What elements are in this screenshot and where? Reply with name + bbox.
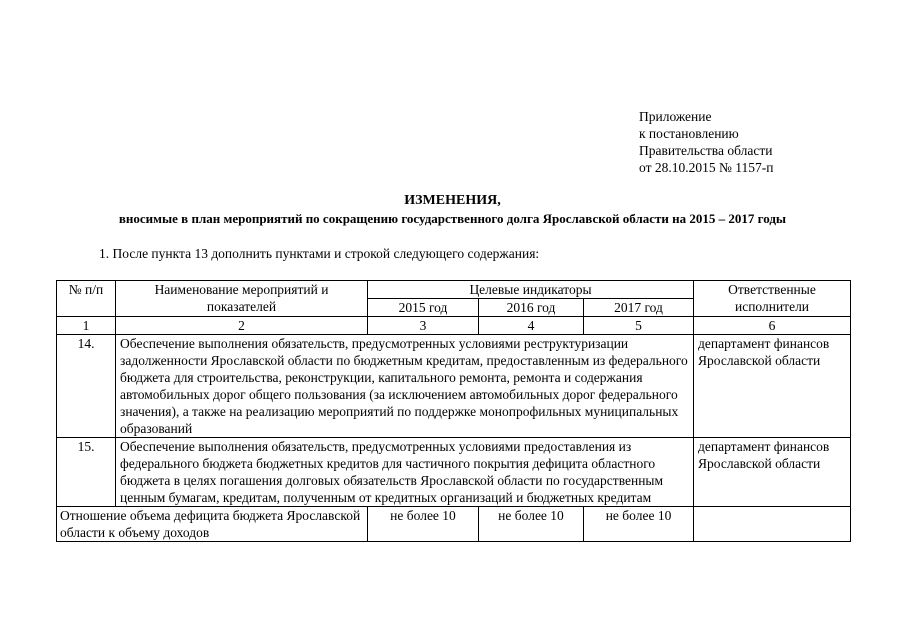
table-row bbox=[57, 438, 851, 507]
table-header-row bbox=[57, 281, 851, 299]
row-description: Обеспечение выполнения обязательств, предусмотренных условиями предоставления из федерального бюджета бюджетных кредитов для частичного покрытия дефицита областного бюджета в целях погашения долговых обязательств Ярославской области по государственным ценным бумагам, кредитам, полученным от кредитных организаций и бюджетных кредитам bbox=[116, 438, 694, 507]
header-name: Наименование мероприятий и показателей bbox=[116, 281, 368, 317]
column-number: 6 bbox=[694, 317, 851, 335]
indicator-value-2016: не более 10 bbox=[479, 507, 584, 542]
document-title: ИЗМЕНЕНИЯ, bbox=[404, 193, 501, 208]
row-number: 15. bbox=[57, 438, 116, 507]
column-number: 2 bbox=[116, 317, 368, 335]
row-responsible: департамент финансов Ярославской области bbox=[694, 335, 851, 438]
indicator-value-2015: не более 10 bbox=[368, 507, 479, 542]
header-year-2015: 2015 год bbox=[368, 299, 479, 317]
document-subtitle: вносимые в план мероприятий по сокращению государственного долга Ярославской области на 2015 – 2017 годы bbox=[118, 211, 787, 226]
header-no: № п/п bbox=[57, 281, 116, 317]
row-number: 14. bbox=[57, 335, 116, 438]
column-numbers-row bbox=[57, 317, 851, 335]
row-description: Обеспечение выполнения обязательств, предусмотренных условиями реструктуризации задолженности Ярославской области по бюджетным кредитам, предоставленным из федерального бюджета для строительства, реконструкции, капитального ремонта, ремонта и содержания автомобильных дорог общего пользования (за исключением автомобильных дорог федерального значения), а также на реализацию мероприятий по поддержке монопрофильных муниципальных образований bbox=[116, 335, 694, 438]
column-number: 5 bbox=[584, 317, 694, 335]
indicator-responsible bbox=[694, 507, 851, 542]
table-row bbox=[57, 335, 851, 438]
row-responsible: департамент финансов Ярославской области bbox=[694, 438, 851, 507]
column-number: 1 bbox=[57, 317, 116, 335]
header-indicators: Целевые индикаторы bbox=[368, 281, 694, 299]
indicator-value-2017: не более 10 bbox=[584, 507, 694, 542]
appendix-line: от 28.10.2015 № 1157-п bbox=[639, 160, 774, 175]
header-year-2017: 2017 год bbox=[584, 299, 694, 317]
column-number: 4 bbox=[479, 317, 584, 335]
appendix-line: Правительства области bbox=[639, 143, 773, 158]
changes-table bbox=[56, 280, 851, 542]
indicator-row bbox=[57, 507, 851, 542]
intro-paragraph: 1. После пункта 13 дополнить пунктами и строкой следующего содержания: bbox=[99, 246, 540, 261]
header-responsible: Ответственные исполнители bbox=[694, 281, 851, 317]
appendix-line: к постановлению bbox=[639, 126, 739, 141]
appendix-block bbox=[639, 108, 773, 176]
indicator-label: Отношение объема дефицита бюджета Ярославской области к объему доходов bbox=[57, 507, 368, 542]
header-year-2016: 2016 год bbox=[479, 299, 584, 317]
appendix-line: Приложение bbox=[639, 109, 712, 124]
column-number: 3 bbox=[368, 317, 479, 335]
